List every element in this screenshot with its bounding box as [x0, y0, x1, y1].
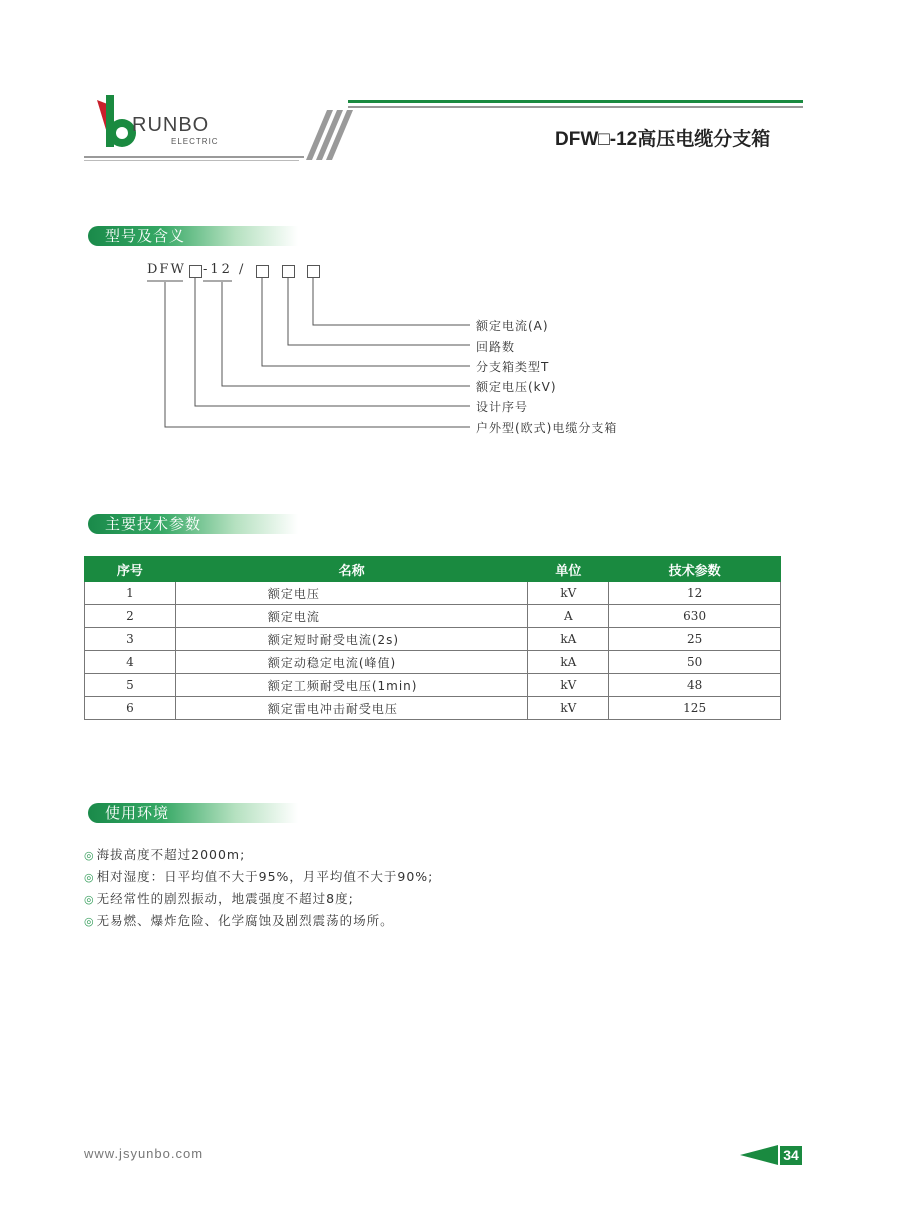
table-row [85, 674, 781, 697]
section-title: 型号及含义 [105, 227, 186, 245]
params-table [84, 556, 781, 720]
section-header-params [88, 514, 298, 534]
model-label: 设计序号 [476, 400, 529, 414]
column-header: 技术参数 [609, 557, 781, 582]
bullet-icon: ◎ [84, 849, 95, 862]
column-header: 名称 [175, 557, 528, 582]
table-row [85, 697, 781, 720]
page-title: DFW□-12高压电缆分支箱 [555, 129, 771, 150]
row-number: 3 [85, 628, 176, 651]
list-item [84, 911, 394, 929]
table-header-row [85, 557, 781, 582]
model-label: 分支箱类型T [476, 360, 550, 374]
website-link[interactable]: www.jsyunbo.com [84, 1146, 204, 1161]
param-unit: kA [528, 651, 609, 674]
model-label: 户外型(欧式)电缆分支箱 [476, 421, 618, 435]
param-unit: A [528, 605, 609, 628]
param-unit: kV [528, 697, 609, 720]
param-value: 48 [609, 674, 781, 697]
env-text: 无经常性的剧烈振动，地震强度不超过8度; [96, 891, 354, 906]
param-value: 630 [609, 605, 781, 628]
param-unit: kV [528, 582, 609, 605]
table-row [85, 605, 781, 628]
param-value: 50 [609, 651, 781, 674]
param-name: 额定电流 [175, 605, 528, 628]
row-number: 5 [85, 674, 176, 697]
table-row [85, 582, 781, 605]
param-name: 额定动稳定电流(峰值) [175, 651, 528, 674]
row-number: 6 [85, 697, 176, 720]
bullet-icon: ◎ [84, 893, 95, 906]
model-diagram-lines [0, 0, 899, 460]
param-value: 125 [609, 697, 781, 720]
model-label: 额定电压(kV) [476, 380, 557, 394]
env-text: 相对湿度：日平均值不大于95%，月平均值不大于90%; [96, 869, 434, 884]
model-label: 额定电流(A) [476, 319, 549, 333]
model-code-mid: -12 [203, 262, 233, 277]
env-text: 海拔高度不超过2000m; [96, 847, 246, 862]
param-unit: kA [528, 628, 609, 651]
env-text: 无易燃、爆炸危险、化学腐蚀及剧烈震荡的场所。 [96, 913, 394, 928]
row-number: 1 [85, 582, 176, 605]
param-value: 12 [609, 582, 781, 605]
section-title: 主要技术参数 [105, 515, 202, 533]
table-row [85, 651, 781, 674]
param-name: 额定雷电冲击耐受电压 [175, 697, 528, 720]
model-code-slash: / [239, 262, 244, 277]
param-unit: kV [528, 674, 609, 697]
row-number: 2 [85, 605, 176, 628]
section-title: 使用环境 [105, 804, 170, 822]
list-item [84, 845, 245, 863]
section-header-environment [88, 803, 298, 823]
row-number: 4 [85, 651, 176, 674]
bullet-icon: ◎ [84, 871, 95, 884]
model-code-prefix: DFW [147, 262, 186, 277]
page-number: 34 [780, 1146, 802, 1165]
param-name: 额定工频耐受电压(1min) [175, 674, 528, 697]
column-header: 单位 [528, 557, 609, 582]
bullet-icon: ◎ [84, 915, 95, 928]
param-name: 额定电压 [175, 582, 528, 605]
brand-name: RUNBO [132, 114, 210, 136]
list-item [84, 867, 433, 885]
list-item [84, 889, 354, 907]
table-row [85, 628, 781, 651]
param-name: 额定短时耐受电流(2s) [175, 628, 528, 651]
param-value: 25 [609, 628, 781, 651]
brand-subtitle: ELECTRIC [171, 137, 219, 146]
model-label: 回路数 [476, 340, 516, 354]
column-header: 序号 [85, 557, 176, 582]
